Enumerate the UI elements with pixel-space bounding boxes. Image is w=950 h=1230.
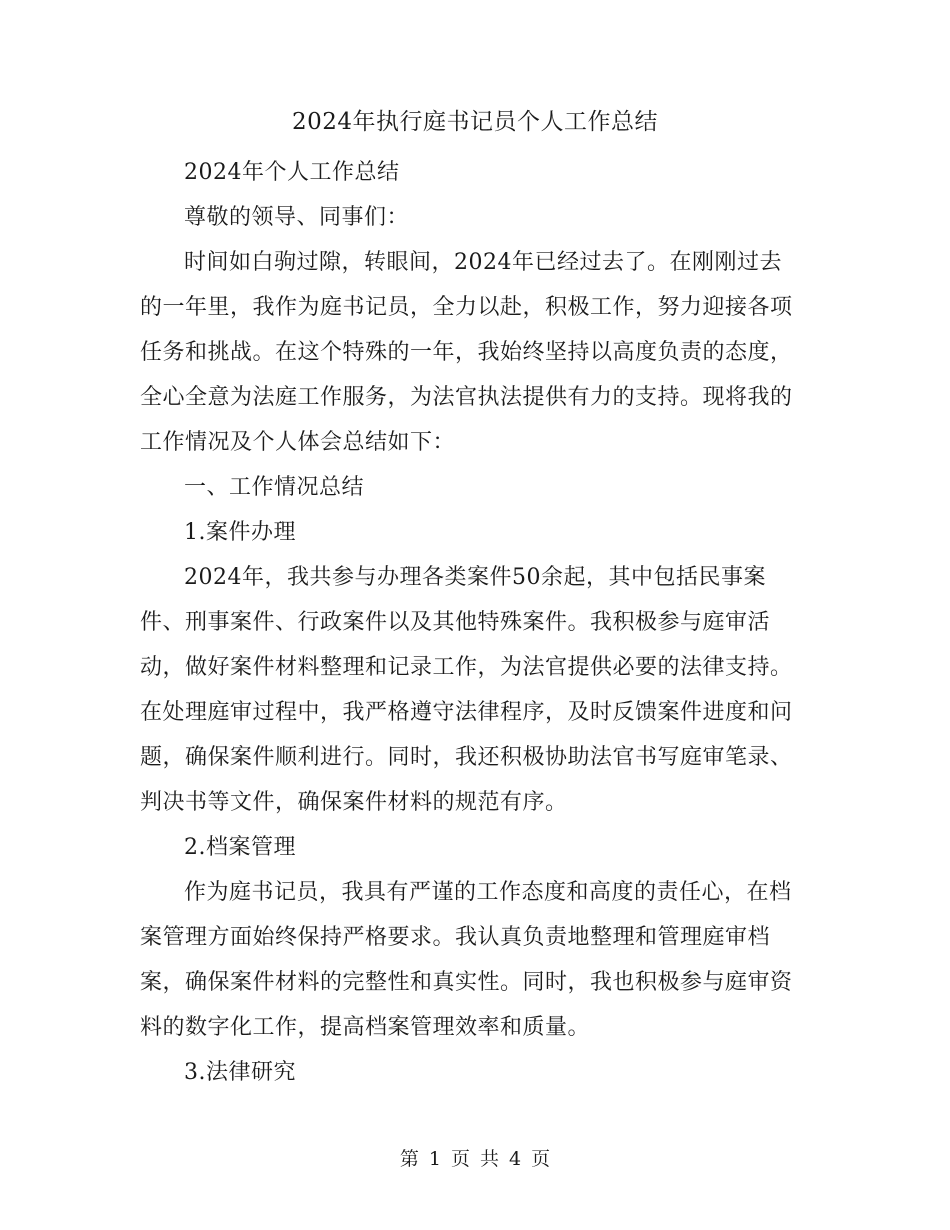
- subheading-archive-management: 2.档案管理: [184, 835, 296, 860]
- subheading-legal-research: 3.法律研究: [184, 1060, 296, 1085]
- subheading-case-handling: 1.案件办理: [184, 520, 296, 545]
- subtitle-paragraph: 2024年个人工作总结: [184, 160, 400, 185]
- document-body: [140, 150, 800, 1095]
- section-heading-work-summary: 一、工作情况总结: [184, 475, 365, 500]
- salutation-paragraph: 尊敬的领导、同事们：: [184, 205, 410, 230]
- intro-paragraph: 时间如白驹过隙，转眼间，2024年已经过去了。在刚刚过去的一年里，我作为庭书记员，全力以赴，积极工作，努力迎接各项任务和挑战。在这个特殊的一年，我始终坚持以高度负责的态度，全心全意为法庭工作服务，为法官执法提供有力的支持。现将我的工作情况及个人体会总结如下：: [140, 250, 793, 455]
- archive-management-paragraph: 作为庭书记员，我具有严谨的工作态度和高度的责任心，在档案管理方面始终保持严格要求。我认真负责地整理和管理庭审档案，确保案件材料的完整性和真实性。同时，我也积极参与庭审资料的数字化工作，提高档案管理效率和质量。: [140, 880, 793, 1040]
- page-footer: 第 1 页 共 4 页: [399, 1148, 551, 1170]
- case-handling-paragraph: 2024年，我共参与办理各类案件50余起，其中包括民事案件、刑事案件、行政案件以及其他特殊案件。我积极参与庭审活动，做好案件材料整理和记录工作，为法官提供必要的法律支持。在处理庭审过程中，我严格遵守法律程序，及时反馈案件进度和问题，确保案件顺利进行。同时，我还积极协助法官书写庭审笔录、判决书等文件，确保案件材料的规范有序。: [140, 565, 793, 815]
- document-title: 2024年执行庭书记员个人工作总结: [291, 109, 659, 135]
